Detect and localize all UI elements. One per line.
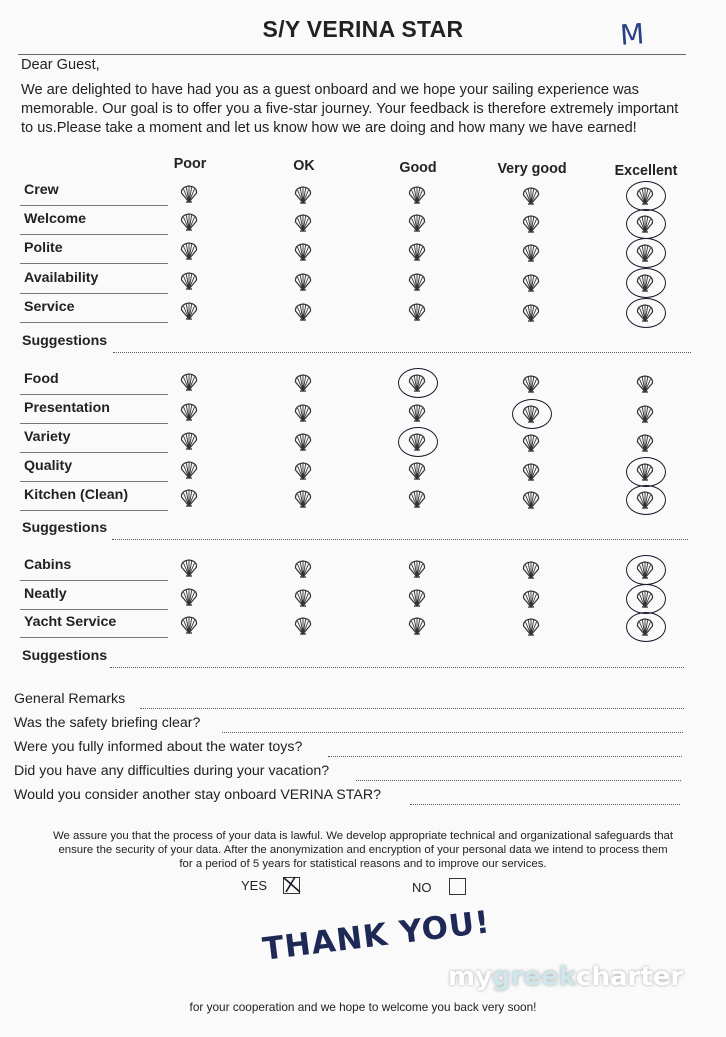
rating-selection-circle [626, 298, 666, 328]
intro-greeting: Dear Guest, [21, 57, 100, 73]
rating-shell-icon[interactable] [293, 242, 313, 262]
rating-shell-icon[interactable] [179, 372, 199, 392]
rating-shell-icon[interactable] [521, 273, 541, 293]
rating-shell-icon[interactable] [293, 461, 313, 481]
rating-shell-icon[interactable] [521, 433, 541, 453]
rating-shell-icon[interactable] [521, 303, 541, 323]
answer-line[interactable] [328, 756, 682, 757]
rating-shell-icon[interactable] [293, 588, 313, 608]
rating-shell-icon[interactable] [293, 302, 313, 322]
rating-selection-circle [626, 584, 666, 614]
rating-shell-icon[interactable] [521, 186, 541, 206]
rating-shell-icon[interactable] [293, 616, 313, 636]
rating-shell-icon[interactable] [521, 589, 541, 609]
rating-shell-icon[interactable] [521, 214, 541, 234]
rating-shell-icon[interactable] [179, 431, 199, 451]
rating-shell-icon[interactable] [407, 242, 427, 262]
rating-shell-icon[interactable] [179, 212, 199, 232]
column-header-good: Good [399, 160, 437, 176]
rating-shell-icon[interactable] [407, 616, 427, 636]
watermark-part: charter [576, 962, 684, 992]
row-divider [20, 510, 168, 511]
watermark-part: my [448, 962, 493, 992]
rating-selection-circle [626, 555, 666, 585]
rating-selection-circle [398, 427, 438, 457]
rating-shell-icon[interactable] [179, 301, 199, 321]
row-divider [20, 609, 168, 610]
row-divider [20, 322, 168, 323]
suggestions-label: Suggestions [22, 333, 108, 349]
rating-shell-icon[interactable] [521, 560, 541, 580]
rating-shell-icon[interactable] [293, 272, 313, 292]
row-label-crew: Crew [24, 182, 59, 198]
rating-shell-icon[interactable] [179, 587, 199, 607]
rating-shell-icon[interactable] [521, 374, 541, 394]
check-mark-icon [282, 874, 304, 894]
column-header-poor: Poor [173, 156, 207, 172]
answer-line[interactable] [140, 708, 684, 709]
row-divider [20, 423, 168, 424]
thank-you-handwritten: THANK YOU! [260, 904, 493, 968]
row-label-availability: Availability [24, 270, 99, 286]
rating-selection-circle [626, 457, 666, 487]
rating-shell-icon[interactable] [293, 489, 313, 509]
rating-shell-icon[interactable] [407, 489, 427, 509]
row-divider [20, 293, 168, 294]
rating-shell-icon[interactable] [179, 460, 199, 480]
answer-line[interactable] [222, 732, 683, 733]
row-divider [20, 481, 168, 482]
row-divider [20, 580, 168, 581]
rating-shell-icon[interactable] [521, 490, 541, 510]
rating-shell-icon[interactable] [293, 213, 313, 233]
row-label-service: Service [24, 299, 75, 315]
rating-shell-icon[interactable] [179, 558, 199, 578]
rating-shell-icon[interactable] [407, 185, 427, 205]
answer-line[interactable] [410, 804, 680, 805]
column-header-ok: OK [293, 158, 315, 174]
rating-shell-icon[interactable] [407, 588, 427, 608]
rating-shell-icon[interactable] [179, 615, 199, 635]
rating-shell-icon[interactable] [635, 374, 655, 394]
rating-shell-icon[interactable] [407, 461, 427, 481]
rating-selection-circle [626, 485, 666, 515]
rating-selection-circle [626, 238, 666, 268]
row-divider [20, 394, 168, 395]
rating-shell-icon[interactable] [293, 559, 313, 579]
intro-line-2: memorable. Our goal is to offer you a five-star journey. Your feedback is therefore extremely important [21, 101, 679, 117]
suggestions-label: Suggestions [22, 520, 108, 536]
footer-text: for your cooperation and we hope to welcome you back very soon! [189, 1000, 537, 1014]
rating-shell-icon[interactable] [407, 302, 427, 322]
consent-no-label: NO [412, 880, 432, 895]
rating-shell-icon[interactable] [293, 432, 313, 452]
question-safety-briefing: Was the safety briefing clear? [14, 715, 201, 731]
rating-selection-circle [626, 268, 666, 298]
row-label-cabins: Cabins [24, 557, 72, 573]
row-divider [20, 452, 168, 453]
row-divider [20, 263, 168, 264]
rating-shell-icon[interactable] [179, 488, 199, 508]
rating-shell-icon[interactable] [293, 373, 313, 393]
column-header-very-good: Very good [497, 161, 567, 177]
question-difficulties: Did you have any difficulties during your vacation? [14, 763, 330, 779]
rating-shell-icon[interactable] [179, 184, 199, 204]
watermark-logo [448, 962, 683, 992]
rating-shell-icon[interactable] [635, 433, 655, 453]
row-label-variety: Variety [24, 429, 71, 445]
row-divider [20, 234, 168, 235]
consent-yes-checkbox[interactable] [283, 877, 300, 894]
rating-shell-icon[interactable] [407, 213, 427, 233]
question-water-toys: Were you fully informed about the water toys? [14, 739, 303, 755]
rating-shell-icon[interactable] [293, 185, 313, 205]
page-title: S/Y VERINA STAR [262, 16, 464, 42]
row-label-yacht-service: Yacht Service [24, 614, 117, 630]
rating-shell-icon[interactable] [521, 617, 541, 637]
title-divider [18, 54, 686, 55]
rating-shell-icon[interactable] [293, 403, 313, 423]
row-divider [20, 205, 168, 206]
suggestions-input-line[interactable] [113, 352, 691, 353]
rating-selection-circle [626, 209, 666, 239]
row-label-kitchen-clean: Kitchen (Clean) [24, 487, 129, 503]
legal-line-2: ensure the security of your data. After the anonymization and encryption of your personal data we intend to process them [58, 844, 668, 856]
row-label-food: Food [24, 371, 59, 387]
suggestions-input-line[interactable] [110, 667, 684, 668]
rating-shell-icon[interactable] [179, 402, 199, 422]
rating-selection-circle [512, 399, 552, 429]
row-divider [20, 637, 168, 638]
question-another-stay: Would you consider another stay onboard VERINA STAR? [14, 787, 381, 803]
rating-selection-circle [398, 368, 438, 398]
rating-shell-icon[interactable] [521, 462, 541, 482]
row-label-presentation: Presentation [24, 400, 110, 416]
rating-shell-icon[interactable] [521, 243, 541, 263]
rating-shell-icon[interactable] [407, 272, 427, 292]
suggestions-input-line[interactable] [112, 539, 688, 540]
rating-selection-circle [626, 181, 666, 211]
watermark-part: greek [492, 962, 577, 992]
rating-shell-icon[interactable] [635, 404, 655, 424]
intro-line-1: We are delighted to have had you as a guest onboard and we hope your sailing experience was [21, 82, 639, 98]
question-general-remarks: General Remarks [14, 691, 126, 707]
answer-line[interactable] [356, 780, 681, 781]
rating-shell-icon[interactable] [179, 241, 199, 261]
rating-shell-icon[interactable] [407, 559, 427, 579]
handwritten-mark: M [618, 17, 646, 52]
row-label-neatly: Neatly [24, 586, 67, 602]
row-label-welcome: Welcome [24, 211, 87, 227]
intro-line-3: to us.Please take a moment and let us know how we are doing and how many we have earned! [21, 120, 637, 136]
legal-line-1: We assure you that the process of your data is lawful. We develop appropriate technical and organizational safeguards that [52, 830, 674, 842]
rating-shell-icon[interactable] [179, 271, 199, 291]
rating-shell-icon[interactable] [407, 403, 427, 423]
consent-no-checkbox[interactable] [449, 878, 466, 895]
column-header-excellent: Excellent [614, 163, 678, 179]
row-label-polite: Polite [24, 240, 63, 256]
legal-line-3: for a period of 5 years for statistical reasons and to improve our services. [179, 858, 547, 870]
suggestions-label: Suggestions [22, 648, 108, 664]
consent-yes-label: YES [241, 878, 268, 893]
rating-selection-circle [626, 612, 666, 642]
row-label-quality: Quality [24, 458, 73, 474]
